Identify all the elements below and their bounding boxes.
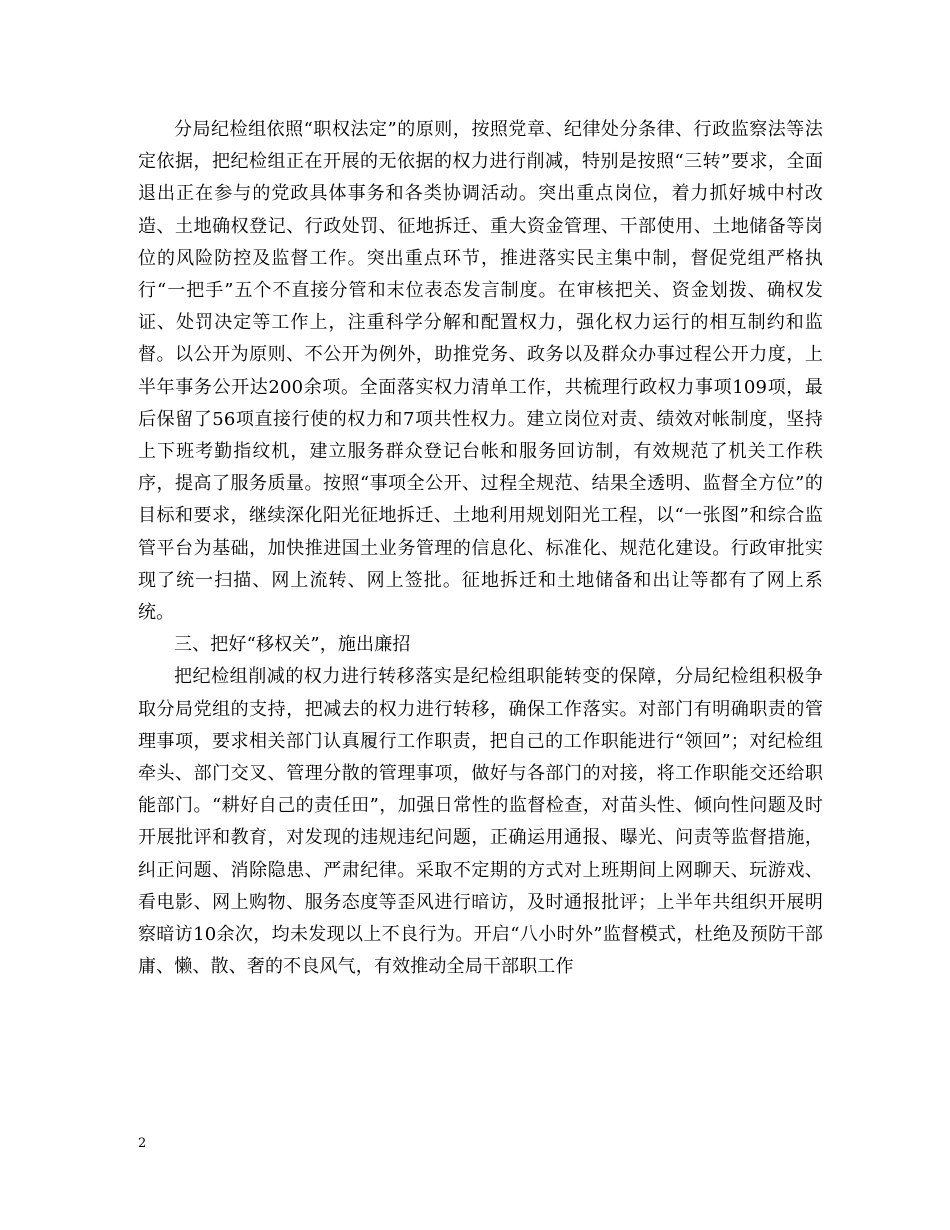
body-text xyxy=(138,114,823,983)
section-heading-transfer-power: 三、把好“移权关”，施出廉招 xyxy=(174,634,411,656)
page-number: 2 xyxy=(138,1136,147,1151)
paragraph-power-reduction: 分局纪检组依照“职权法定”的原则，按照党章、纪律处分条律、行政监察法等法定依据，把纪检组正在开展的无依据的权力进行削减，特别是按照“三转”要求，全面退出正在参与的党政具体事务和各类协调活动。突出重点岗位，着力抓好城中村改造、土地确权登记、行政处罚、征地拆迁、重大资金管理、干部使用、土地储备等岗位的风险防控及监督工作。突出重点环节，推进落实民主集中制，督促党组严格执行“一把手”五个不直接分管和末位表态发言制度。在审核把关、资金划拨、确权发证、处罚决定等工作上，注重科学分解和配置权力，强化权力运行的相互制约和监督。以公开为原则、不公开为例外，助推党务、政务以及群众办事过程公开力度，上半年事务公开达200余项。全面落实权力清单工作，共梳理行政权力事项109项，最后保留了56项直接行使的权力和7项共性权力。建立岗位对责、绩效对帐制度，坚持上下班考勤指纹机，建立服务群众登记台帐和服务回访制，有效规范了机关工作秩序，提高了服务质量。按照“事项全公开、过程全规范、结果全透明、监督全方位”的目标和要求，继续深化阳光征地拆迁、土地利用规划阳光工程，以“一张图”和综合监管平台为基础，加快推进国土业务管理的信息化、标准化、规范化建设。行政审批实现了统一扫描、网上流转、网上签批。征地拆迁和土地储备和出让等都有了网上系统。 xyxy=(138,119,823,624)
paragraph-power-transfer: 把纪检组削减的权力进行转移落实是纪检组职能转变的保障，分局纪检组积极争取分局党组的支持，把减去的权力进行转移，确保工作落实。对部门有明确职责的管理事项，要求相关部门认真履行工作职责，把自己的工作职能进行“领回”；对纪检组牵头、部门交叉、管理分散的管理事项，做好与各部门的对接，将工作职能交还给职能部门。“耕好自己的责任田”，加强日常性的监督检查，对苗头性、倾向性问题及时开展批评和教育，对发现的违规违纪问题，正确运用通报、曝光、问责等监督措施，纠正问题、消除隐患、严肃纪律。采取不定期的方式对上班期间上网聊天、玩游戏、看电影、网上购物、服务态度等歪风进行暗访，及时通报批评；上半年共组织开展明察暗访10余次，均未发现以上不良行为。开启“八小时外”监督模式，杜绝及预防干部庸、懒、散、奢的不良风气，有效推动全局干部职工作 xyxy=(138,666,823,978)
